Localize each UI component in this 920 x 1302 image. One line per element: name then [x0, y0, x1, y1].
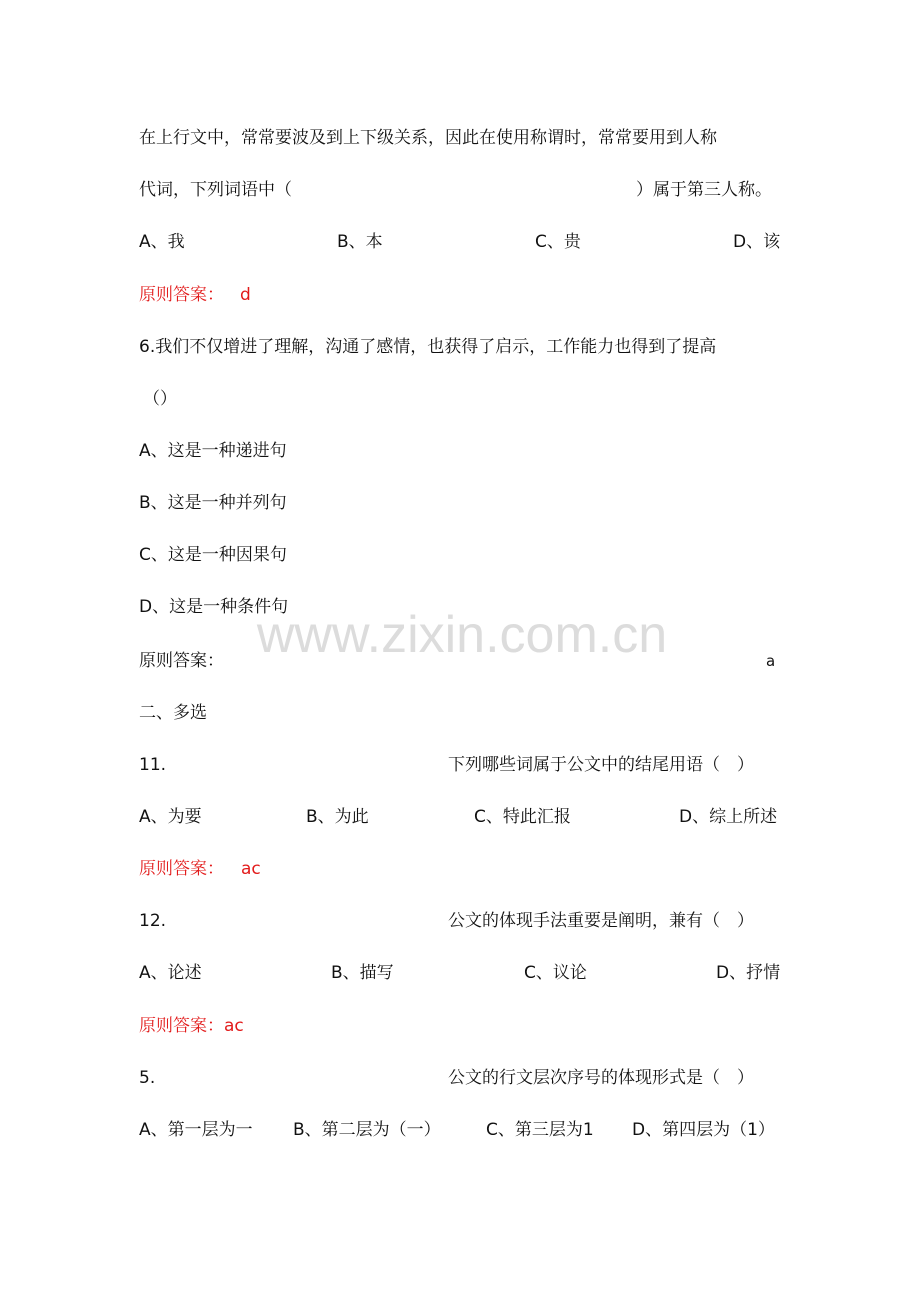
- question-text: 公文的体现手法重要是阐明，兼有（ ）: [448, 911, 754, 931]
- option-a: A、这是一种递进句: [139, 441, 287, 461]
- option-b: B、这是一种并列句: [139, 493, 287, 513]
- option-d: D、抒情: [716, 963, 781, 983]
- answer-value: a: [766, 652, 776, 670]
- answer-value: d: [240, 285, 251, 305]
- answer-label: 原则答案：: [139, 285, 224, 305]
- option-b: B、描写: [331, 963, 394, 983]
- option-a: A、我: [139, 232, 185, 252]
- option-c: C、特此汇报: [474, 807, 571, 827]
- option-b: B、为此: [306, 807, 369, 827]
- question-number: 12.: [139, 911, 167, 931]
- option-d: D、该: [733, 232, 781, 252]
- question-line: （）: [143, 389, 177, 409]
- question-text: 公文的行文层次序号的体现形式是（ ）: [448, 1068, 754, 1088]
- option-a: A、论述: [139, 963, 202, 983]
- option-d: D、这是一种条件句: [139, 597, 289, 617]
- option-b: B、本: [337, 232, 383, 252]
- question-text: 下列哪些词属于公文中的结尾用语（ ）: [448, 755, 754, 775]
- option-d: D、综上所述: [679, 807, 778, 827]
- question-number: 5.: [139, 1068, 156, 1088]
- question-line: 在上行文中，常常要波及到上下级关系，因此在使用称谓时，常常要用到人称: [139, 128, 717, 148]
- watermark: www.zixin.com.cn: [256, 606, 668, 664]
- section-title: 二、多选: [139, 703, 207, 723]
- question-line: 代词，下列词语中（: [139, 180, 292, 200]
- option-a: A、第一层为一: [139, 1120, 253, 1140]
- question-line: 6.我们不仅增进了理解，沟通了感情，也获得了启示，工作能力也得到了提高: [139, 337, 717, 357]
- option-b: B、第二层为（一）: [293, 1120, 441, 1140]
- question-number: 11.: [139, 755, 167, 775]
- question-line: ）属于第三人称。: [636, 180, 772, 200]
- option-c: C、这是一种因果句: [139, 545, 287, 565]
- option-d: D、第四层为（1）: [632, 1120, 775, 1140]
- option-a: A、为要: [139, 807, 202, 827]
- answer-value: ac: [241, 859, 261, 879]
- answer-label: 原则答案：: [139, 859, 224, 879]
- option-c: C、贵: [535, 232, 581, 252]
- answer-label: 原则答案：: [139, 651, 224, 671]
- option-c: C、议论: [524, 963, 587, 983]
- option-c: C、第三层为1: [486, 1120, 594, 1140]
- answer: 原则答案：ac: [139, 1016, 244, 1036]
